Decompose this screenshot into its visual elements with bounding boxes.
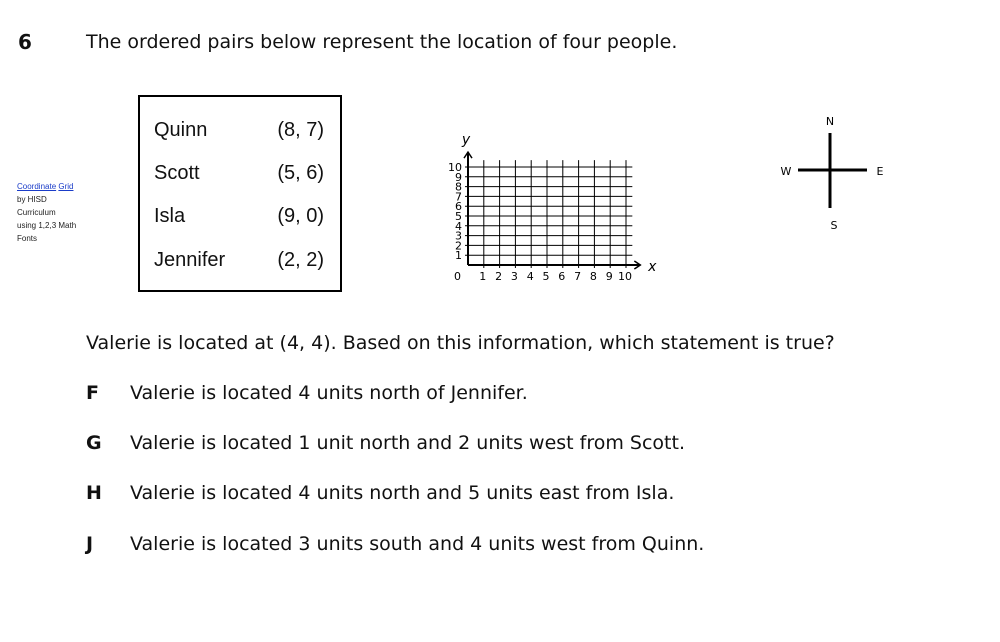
x-tick-label: 6 <box>558 270 566 283</box>
compass-west-label: W <box>780 165 792 178</box>
y-tick-label: 5 <box>455 210 462 223</box>
choice-text: Valerie is located 4 units north of Jennifer. <box>130 382 528 404</box>
y-tick-label: 3 <box>455 229 462 243</box>
y-tick-label: 4 <box>455 219 462 233</box>
x-tick-label: 9 <box>605 270 613 283</box>
compass-east-label: E <box>876 165 884 178</box>
choice-text: Valerie is located 4 units north and 5 units east from Isla. <box>130 482 675 504</box>
person-name: Scott <box>154 162 200 184</box>
person-row-jennifer <box>140 249 340 277</box>
choice-letter: H <box>86 482 102 504</box>
person-name: Quinn <box>154 119 208 141</box>
y-tick-label: 9 <box>455 170 462 184</box>
y-tick-label: 6 <box>455 200 462 214</box>
compass-svg <box>770 105 890 240</box>
choice-letter: J <box>86 533 94 555</box>
coordinate-grid-svg <box>440 70 680 300</box>
person-row-isla <box>140 205 340 233</box>
grid-credit-note <box>17 180 77 245</box>
choice-letter: F <box>86 382 99 404</box>
person-pair: (9, 0) <box>277 205 324 227</box>
y-tick-label: 8 <box>455 180 462 194</box>
credit-link-coordinate[interactable]: Coordinate <box>17 182 57 191</box>
question-number: 6 <box>18 30 32 54</box>
compass-north-label: N <box>825 115 835 128</box>
x-tick-label: 3 <box>510 270 518 283</box>
x-tick-label: 1 <box>479 270 487 283</box>
person-pair: (2, 2) <box>277 249 324 271</box>
person-pair: (5, 6) <box>277 162 324 184</box>
y-tick-label: 7 <box>455 190 462 204</box>
person-name: Isla <box>154 205 186 227</box>
y-tick-label: 10 <box>448 161 462 174</box>
credit-link-grid[interactable]: Grid <box>58 182 74 191</box>
coordinate-grid <box>440 70 680 300</box>
person-name: Jennifer <box>154 249 226 271</box>
compass-rose <box>770 105 890 240</box>
y-axis-label: y <box>461 132 471 149</box>
x-tick-label: 7 <box>574 270 582 283</box>
choice-letter: G <box>86 432 102 454</box>
x-axis-label: x <box>648 259 657 275</box>
question-stem: Valerie is located at (4, 4). Based on this information, which statement is true? <box>86 332 835 354</box>
x-tick-label: 5 <box>542 270 550 283</box>
credit-text: by HISD Curriculum using 1,2,3 Math Fonts <box>17 195 77 243</box>
question-prompt: The ordered pairs below represent the location of four people. <box>86 31 678 53</box>
compass-south-label: S <box>830 219 838 232</box>
choice-text: Valerie is located 1 unit north and 2 units west from Scott. <box>130 432 685 454</box>
choice-text: Valerie is located 3 units south and 4 units west from Quinn. <box>130 533 705 555</box>
person-row-scott <box>140 162 340 190</box>
x-tick-label: 8 <box>589 270 597 283</box>
origin-label: 0 <box>454 270 461 283</box>
person-pair: (8, 7) <box>277 119 324 141</box>
y-tick-label: 2 <box>455 239 462 253</box>
people-table <box>138 95 342 292</box>
x-tick-label: 4 <box>526 270 534 283</box>
x-tick-label: 2 <box>495 270 503 283</box>
x-tick-label: 10 <box>618 270 632 283</box>
y-tick-label: 1 <box>455 249 462 263</box>
person-row-quinn <box>140 119 340 147</box>
